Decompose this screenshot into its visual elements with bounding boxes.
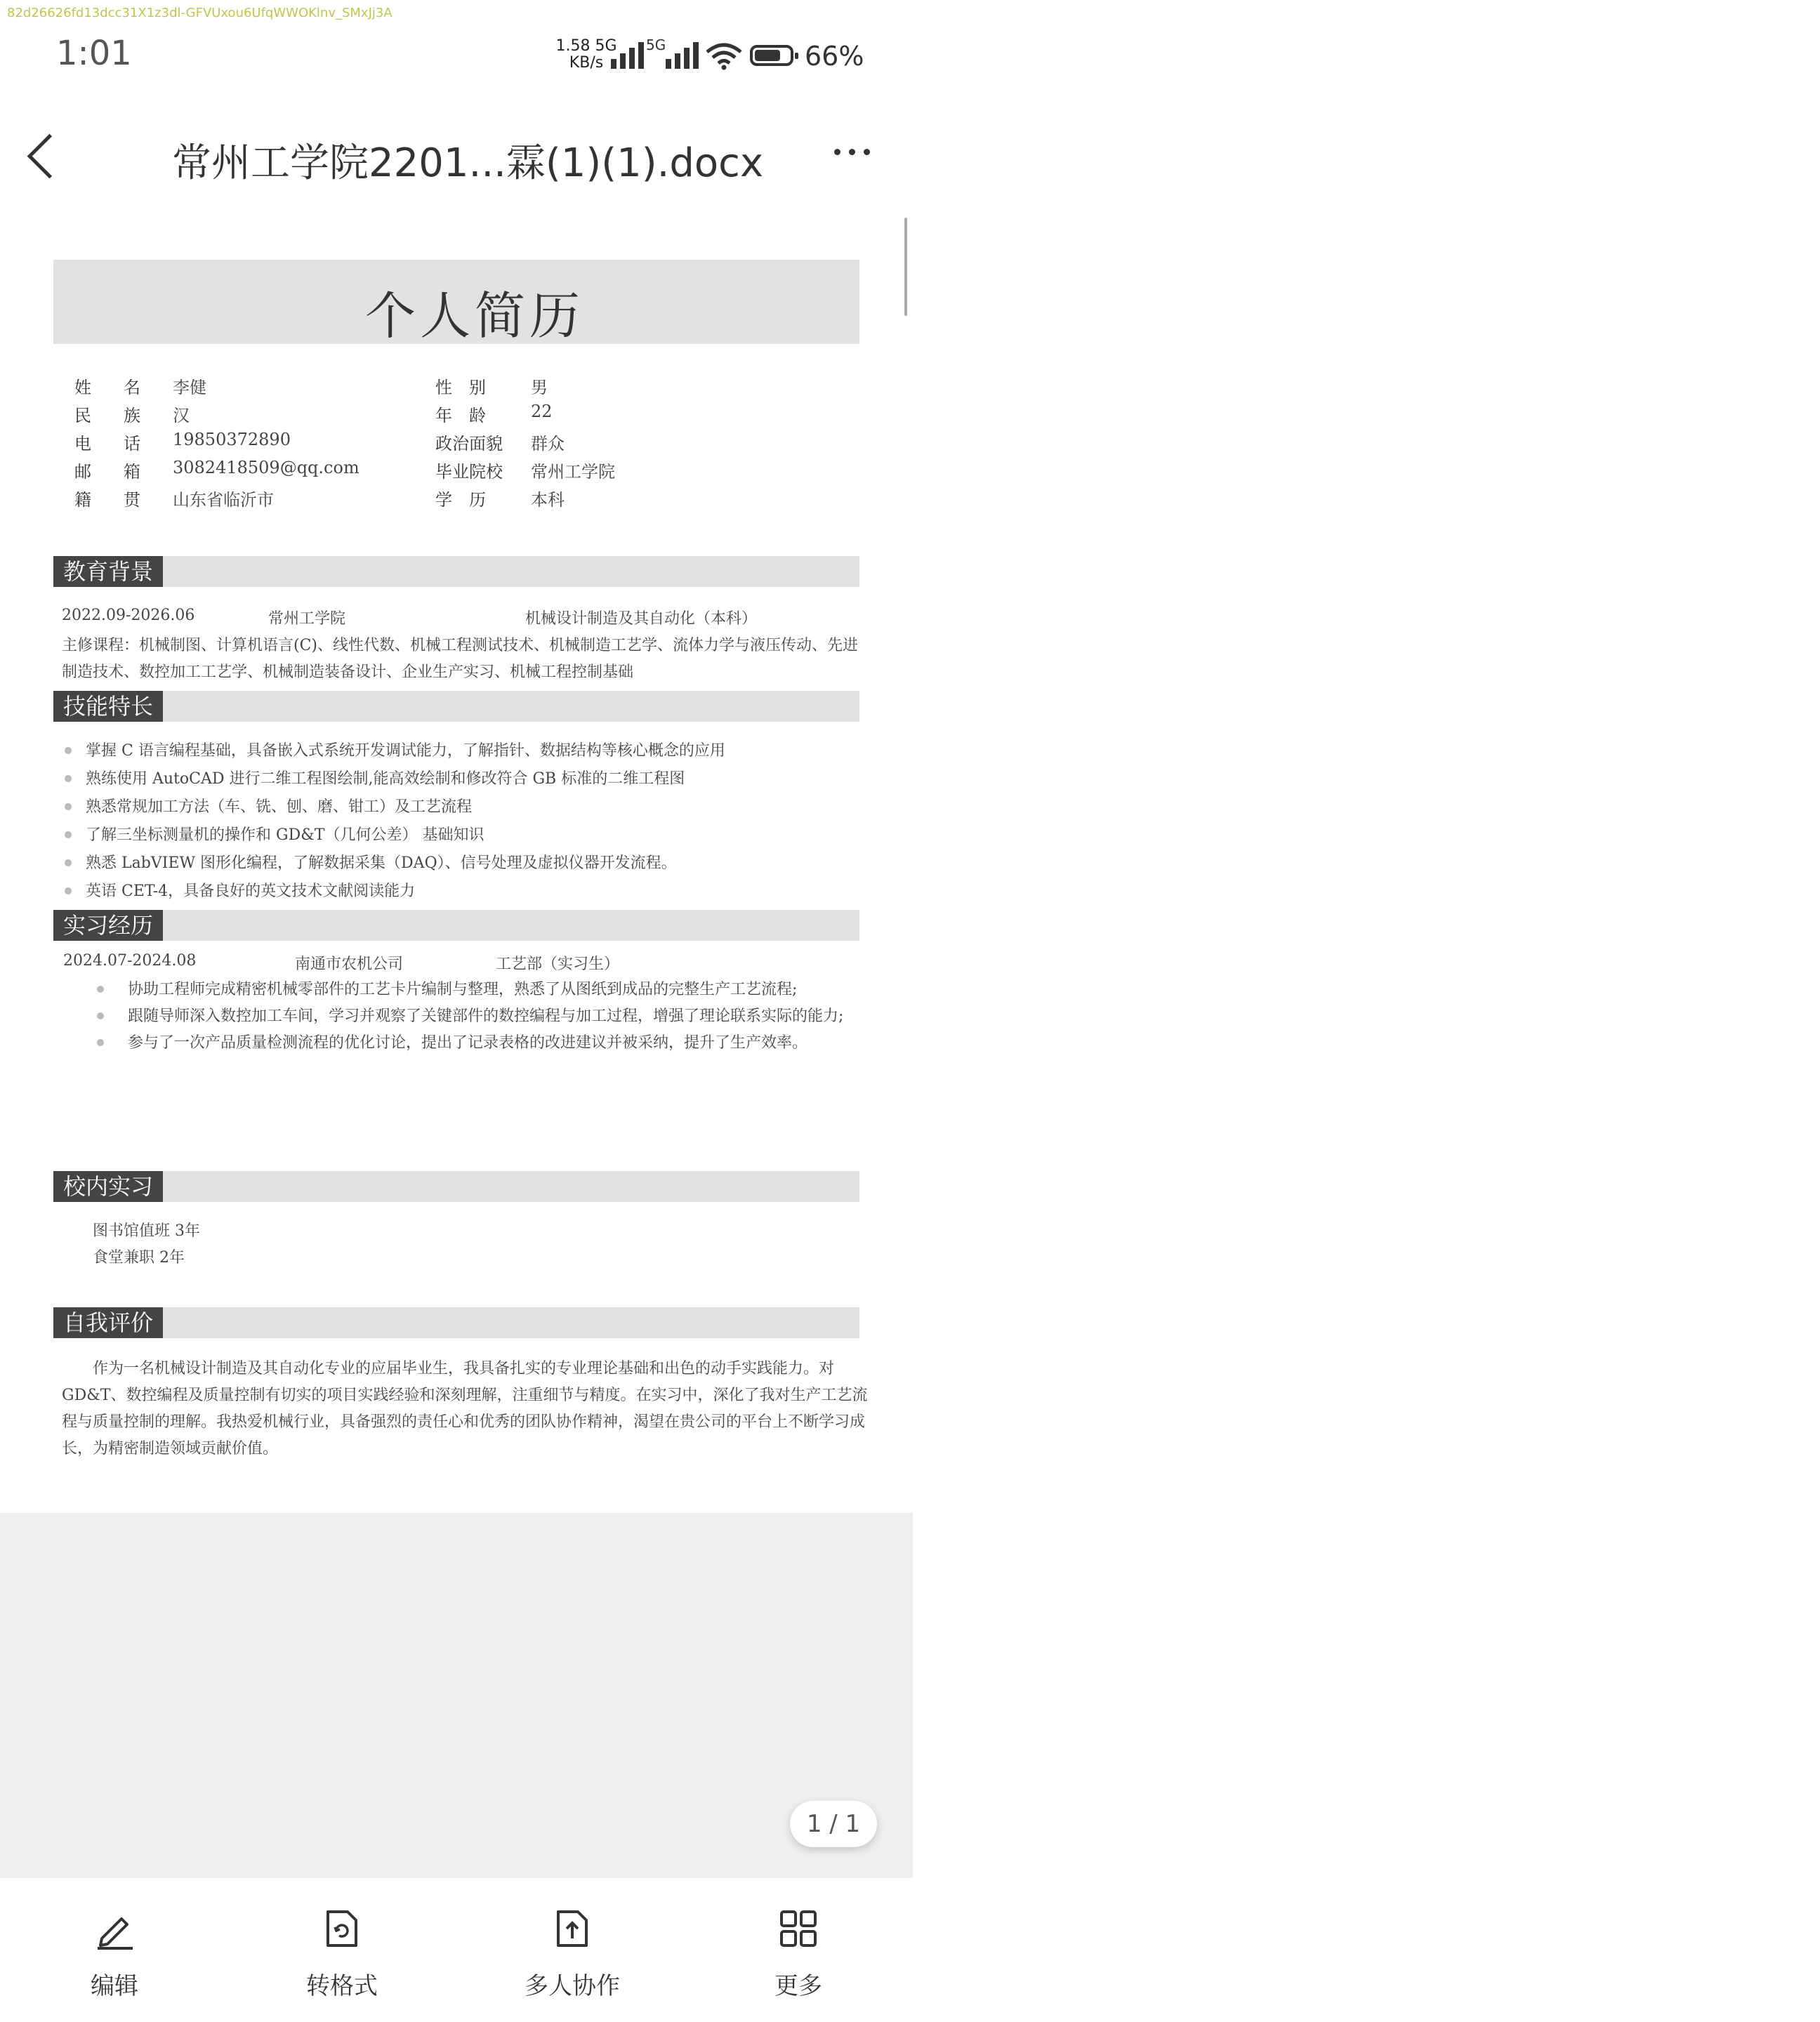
pencil-icon [92,1906,137,1951]
bullet-dot [65,887,72,894]
label-you: 邮 [74,462,91,482]
section-internship-title: 实习经历 [53,910,163,941]
label-gender: 性 别 [435,378,486,397]
window-id-text: 82d26626fd13dcc31X1z3dl-GFVUxou6UfqWWOKlnv_SMxJj3A [7,6,393,20]
label-xiang: 箱 [124,462,140,482]
bullet-dot [65,803,72,810]
campus-item: 图书馆值班 3年 [93,1222,200,1240]
section-self-title: 自我评价 [53,1307,163,1338]
skill-item: 英语 CET-4，具备良好的英文技术文献阅读能力 [86,883,416,900]
self-eval-line: 长，为精密制造领域贡献价值。 [62,1440,279,1458]
battery-percent: 66% [805,41,864,72]
network-speed-unit: KB/s [569,54,604,72]
more-button[interactable] [739,1906,858,2001]
internship-period: 2024.07-2024.08 [63,952,197,970]
more-label: 更多 [774,1972,822,2000]
network-speed [555,38,618,72]
label-school: 毕业院校 [435,462,503,482]
label-hua: 话 [124,434,140,454]
status-bar [0,0,990,105]
self-eval-line: GD&T、数控编程及质量控制有切实的项目实践经验和深刻理解，注重细节与精度。在实习中，深化了我对生产工艺流 [62,1387,868,1404]
value-phone: 19850372890 [173,430,291,449]
bullet-dot [65,859,72,866]
value-edu: 本科 [531,490,565,510]
value-school: 常州工学院 [531,462,615,482]
education-major: 机械设计制造及其自动化（本科） [525,610,758,628]
signal-icon [611,42,644,69]
network-speed-value: 1.58 5G [555,37,617,55]
label-zu: 族 [124,406,140,425]
self-eval-line: 程与质量控制的理解。我热爱机械行业，具备强烈的责任心和优秀的团队协作精神，渴望在贵公司的平台上不断学习成 [62,1413,866,1431]
section-skills-title: 技能特长 [53,691,163,722]
skill-item: 掌握 C 语言编程基础，具备嵌入式系统开发调试能力，了解指针、数据结构等核心概念的应用 [86,742,725,760]
document-title: 常州工学院2201...霖(1)(1).docx [172,140,764,186]
value-ethnic: 汉 [173,406,190,425]
section-education-title: 教育背景 [53,556,163,587]
top-bar [0,112,913,211]
self-eval-line: 作为一名机械设计制造及其自动化专业的应届毕业生，我具备扎实的专业理论基础和出色的动手实践能力。对 [93,1360,835,1377]
label-guan: 贯 [124,490,140,510]
education-period: 2022.09-2026.06 [62,607,195,624]
section-campus-title: 校内实习 [53,1171,163,1202]
internship-role: 工艺部（实习生） [496,956,620,973]
value-gender: 男 [531,378,548,397]
bullet-dot [97,1012,104,1019]
internship-item: 参与了一次产品质量检测流程的优化讨论，提出了记录表格的改进建议并被采纳，提升了生产效率。 [128,1034,808,1052]
value-age: 22 [531,402,553,421]
viewer-background [0,1513,913,1878]
value-politics: 群众 [531,434,565,454]
bullet-dot [97,1039,104,1046]
scrollbar[interactable] [904,218,907,316]
collaborate-label: 多人协作 [525,1972,620,2000]
label-xing: 姓 [74,378,91,397]
convert-format-icon [319,1906,364,1951]
internship-item: 跟随导师深入数控加工车间，学习并观察了关键部件的数控编程与加工过程，增强了理论联系实际的能力; [128,1007,844,1025]
label-min: 民 [74,406,91,425]
collaborate-button[interactable] [513,1906,632,2001]
collaborate-icon [550,1906,595,1951]
page-indicator: 1 / 1 [790,1801,877,1847]
section-campus [53,1171,859,1202]
edit-button[interactable] [55,1906,174,2001]
skill-item: 熟悉 LabVIEW 图形化编程，了解数据采集（DAQ）、信号处理及虚拟仪器开发流程。 [86,854,677,872]
label-dian: 电 [74,434,91,454]
clock: 1:01 [56,34,132,73]
bullet-dot [97,986,104,993]
label-ji: 籍 [74,490,91,510]
education-school: 常州工学院 [268,610,346,628]
value-name: 李健 [173,378,206,397]
campus-item: 食堂兼职 2年 [93,1249,185,1267]
more-options-icon[interactable] [834,149,870,155]
grid-icon [776,1906,821,1951]
bullet-dot [65,747,72,754]
skill-item: 熟练使用 AutoCAD 进行二维工程图绘制,能高效绘制和修改符合 GB 标准的二维工程图 [86,770,685,788]
label-age: 年 龄 [435,406,486,425]
resume-title: 个人简历 [365,286,585,345]
signal-5g-icon [666,42,699,69]
5g-label: 5G [646,37,666,53]
education-courses-line-2: 制造技术、数控加工工艺学、机械制造装备设计、企业生产实习、机械工程控制基础 [62,663,634,681]
label-ming: 名 [124,378,140,397]
section-internship [53,910,859,941]
bullet-dot [65,831,72,838]
bullet-dot [65,775,72,782]
convert-format-label: 转格式 [306,1972,378,2000]
wifi-icon [705,42,743,70]
section-education [53,556,859,587]
skill-item: 熟悉常规加工方法（车、铣、刨、磨、钳工）及工艺流程 [86,798,473,816]
label-politics: 政治面貌 [435,434,503,454]
section-skills [53,691,859,722]
value-origin: 山东省临沂市 [173,490,274,510]
back-icon[interactable] [27,134,72,179]
internship-company: 南通市农机公司 [295,956,404,973]
internship-item: 协助工程师完成精密机械零部件的工艺卡片编制与整理，熟悉了从图纸到成品的完整生产工艺流程; [128,981,798,998]
convert-format-button[interactable] [282,1906,402,2001]
education-courses-line-1: 主修课程：机械制图、计算机语言(C)、线性代数、机械工程测试技术、机械制造工艺学、流体力学与液压传动、先进 [62,637,859,654]
skill-item: 了解三坐标测量机的操作和 GD&T（几何公差） 基础知识 [86,826,484,844]
label-edu: 学 历 [435,490,486,510]
battery-icon [750,45,793,66]
edit-label: 编辑 [91,1972,138,2000]
section-self [53,1307,859,1338]
value-email: 3082418509@qq.com [173,458,360,477]
